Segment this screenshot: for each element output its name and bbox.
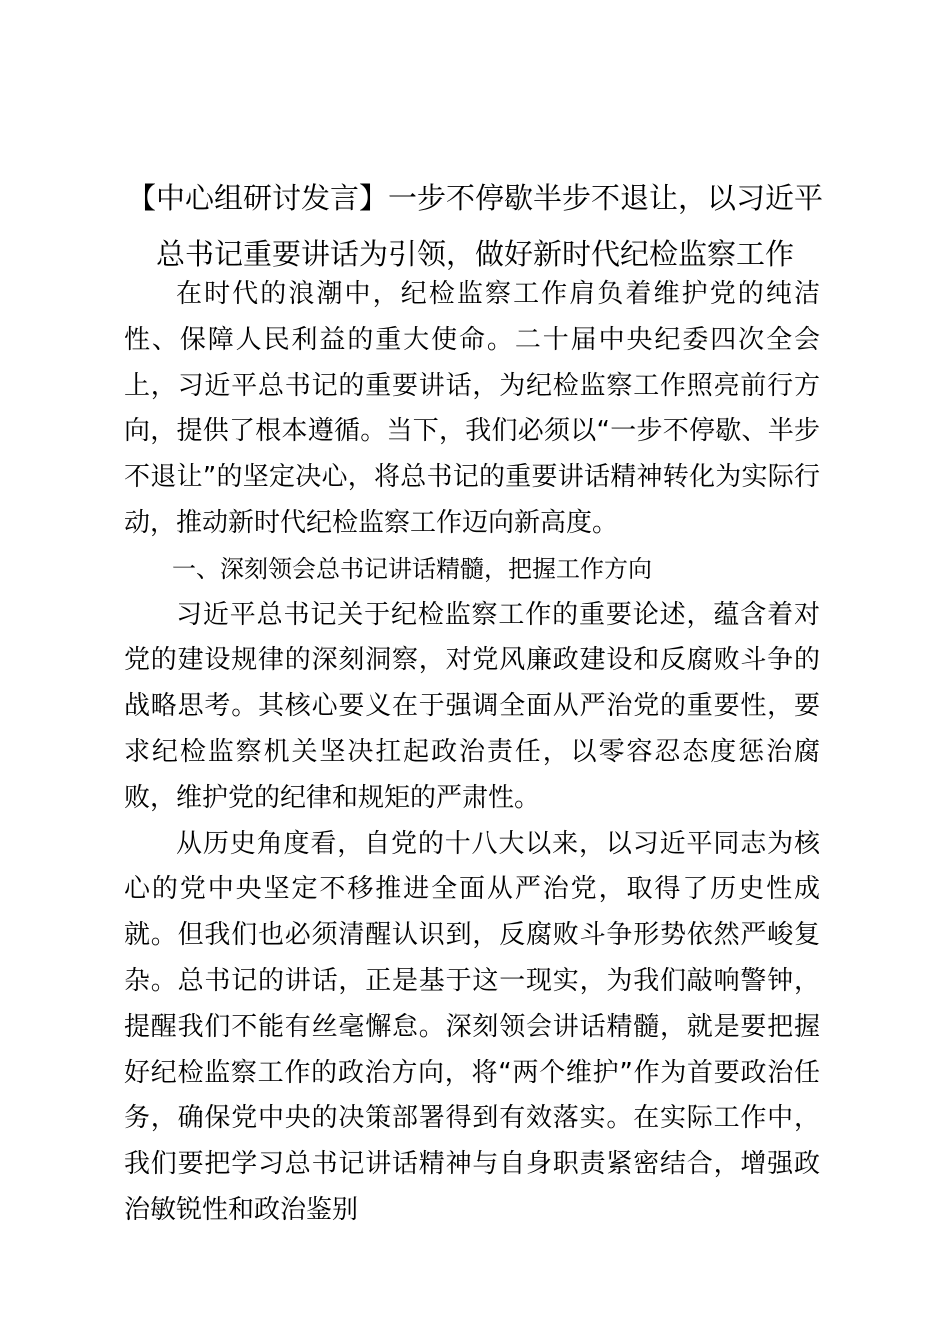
paragraph-core-meaning: 习近平总书记关于纪检监察工作的重要论述，蕴含着对党的建设规律的深刻洞察，对党风廉政建设和反腐败斗争的战略思考。其核心要义在于强调全面从严治党的重要性，要求纪检监察机关坚决扛起政治责任，以零容忍态度惩治腐败，维护党的纪律和规矩的严肃性。 bbox=[124, 599, 820, 813]
paragraph-intro: 在时代的浪潮中，纪检监察工作肩负着维护党的纯洁性、保障人民利益的重大使命。二十届中央纪委四次全会上，习近平总书记的重要讲话，为纪检监察工作照亮前行方向，提供了根本遵循。当下，我们必须以“一步不停歇、半步不退让”的坚定决心，将总书记的重要讲话精神转化为实际行动，推动新时代纪检监察工作迈向新高度。 bbox=[124, 279, 820, 538]
document-body bbox=[124, 272, 820, 1234]
section-heading-1: 一、深刻领会总书记讲话精髓，把握工作方向 bbox=[172, 554, 652, 583]
document-title: 【中心组研讨发言】一步不停歇半步不退让，以习近平总书记重要讲话为引领，做好新时代纪检监察工作 bbox=[126, 181, 823, 271]
paragraph-history: 从历史角度看，自党的十八大以来，以习近平同志为核心的党中央坚定不移推进全面从严治党，取得了历史性成就。但我们也必须清醒认识到，反腐败斗争形势依然严峻复杂。总书记的讲话，正是基于这一现实，为我们敲响警钟，提醒我们不能有丝毫懈怠。深刻领会讲话精髓，就是要把握好纪检监察工作的政治方向，将“两个维护”作为首要政治任务，确保党中央的决策部署得到有效落实。在实际工作中，我们要把学习总书记讲话精神与自身职责紧密结合，增强政治敏锐性和政治鉴别 bbox=[124, 828, 820, 1225]
